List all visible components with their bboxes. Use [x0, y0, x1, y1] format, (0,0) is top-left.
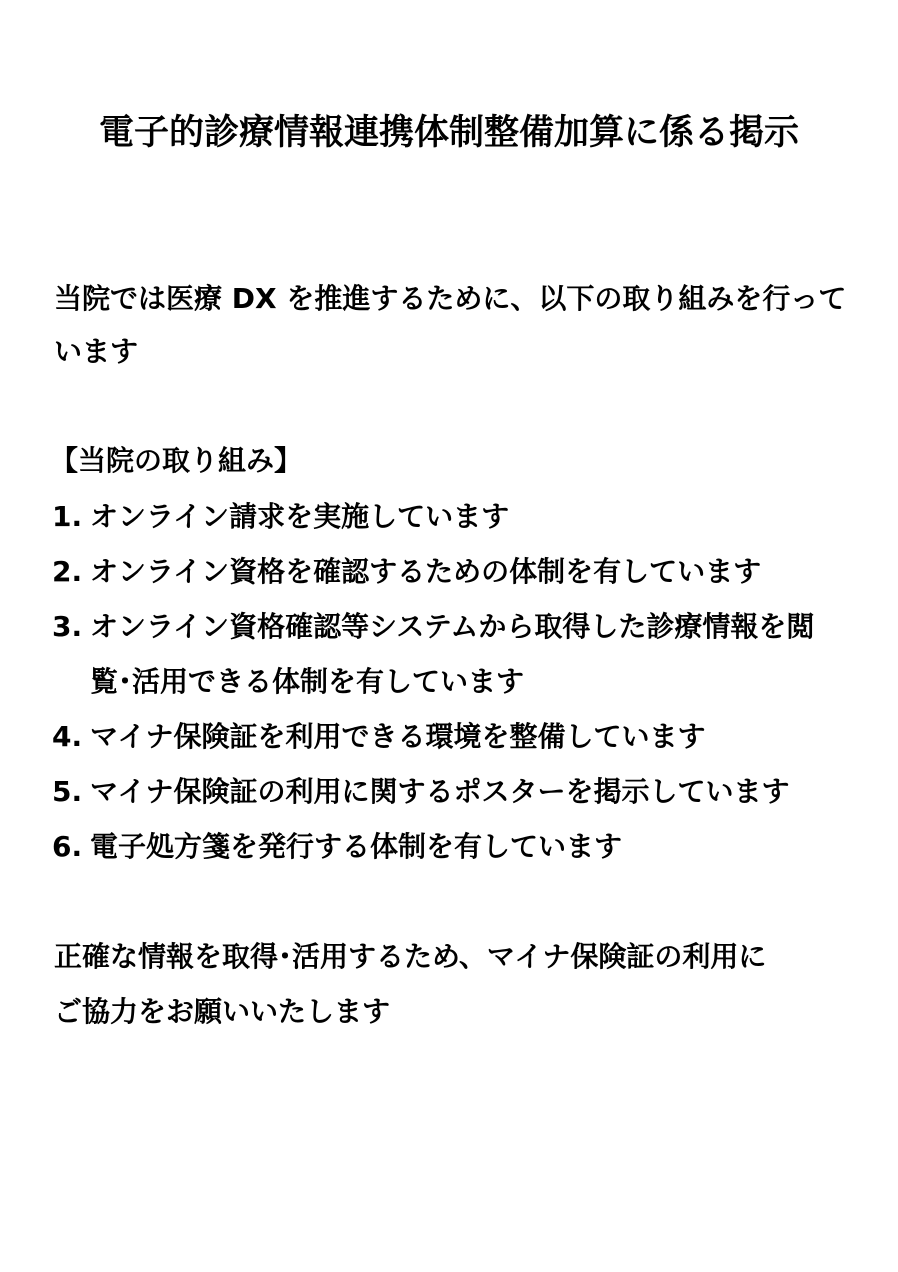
list-item-text: オンライン請求を実施しています [90, 500, 510, 533]
intro-line-2: います [54, 335, 139, 368]
list-item-text: 電子処方箋を発行する体制を有しています [90, 830, 623, 863]
list-item-number: 4. [52, 720, 83, 753]
list-item-number: 2. [52, 555, 83, 588]
list-item-continuation: 覧･活用できる体制を有しています [90, 665, 525, 698]
closing-line-1: 正確な情報を取得･活用するため、マイナ保険証の利用に [54, 940, 767, 973]
closing-line-2: ご協力をお願いいたします [54, 995, 391, 1028]
intro-line-1: 当院では医療 DX を推進するために、以下の取り組みを行って [54, 282, 847, 315]
list-item [52, 772, 789, 812]
list-item-number: 1. [52, 500, 83, 533]
list-item [52, 717, 705, 757]
section-heading: 【当院の取り組み】 [50, 444, 303, 477]
page-title: 電子的診療情報連携体制整備加算に係る掲示 [98, 113, 799, 153]
list-item-text: オンライン資格を確認するための体制を有しています [90, 555, 762, 588]
list-item-number: 6. [52, 830, 83, 863]
list-item [52, 827, 622, 867]
list-item [52, 607, 814, 647]
list-item-number: 5. [52, 775, 83, 808]
list-item-number: 3. [52, 610, 83, 643]
list-item [52, 497, 509, 537]
list-item-text: マイナ保険証を利用できる環境を整備しています [90, 720, 706, 753]
list-item-text: マイナ保険証の利用に関するポスターを掲示しています [90, 775, 790, 808]
list-item-text: オンライン資格確認等システムから取得した診療情報を閲 [90, 610, 815, 643]
list-item [52, 552, 761, 592]
